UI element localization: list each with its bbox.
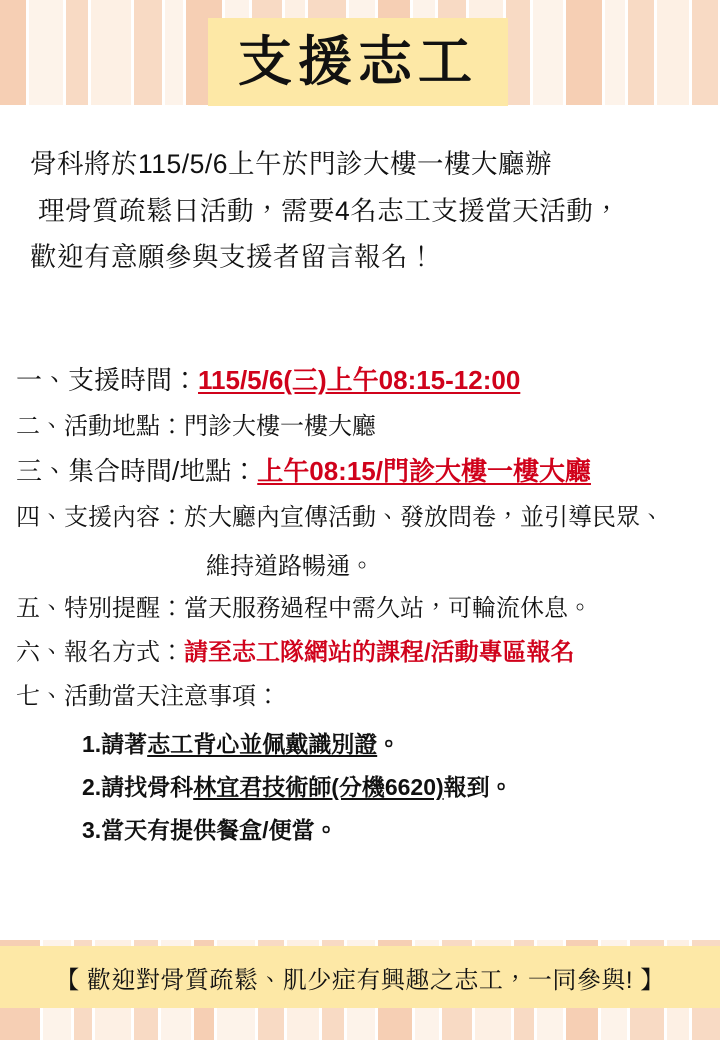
sub-item-1-underlined: 志工背心並佩戴識別證 (147, 730, 378, 757)
list-item-duties-value: 於大廳內宣傳活動、發放問卷，並引導民眾、 (184, 503, 664, 531)
sub-item-1-prefix: 1.請著 (82, 730, 148, 757)
list-item-signup-label: 六、報名方式： (16, 639, 184, 667)
list-item-duties-label: 四、支援內容： (16, 503, 184, 531)
footer-text: 【 歡迎對骨質疏鬆、肌少症有興趣之志工，一同參與! 】 (55, 966, 665, 994)
poster-title-box (208, 18, 508, 106)
list-item-reminder (16, 593, 716, 624)
intro-line-3: 歡迎有意願參與支援者留言報名！ (30, 242, 435, 273)
list-item-notes (16, 681, 716, 712)
intro-paragraph (24, 146, 696, 286)
footer-banner (0, 946, 720, 1008)
list-item-time-label: 一、支援時間： (16, 365, 199, 395)
list-item-reminder-label: 五、特別提醒： (16, 594, 184, 622)
sub-item-2-suffix: 報到。 (443, 773, 513, 800)
list-item-duties (16, 502, 716, 533)
list-item-time (16, 364, 716, 398)
list-item-signup-value: 請至志工隊網站的課程/活動專區報名 (184, 639, 575, 667)
list-item-signup (16, 637, 716, 668)
list-item-reminder-value: 當天服務過程中需久站，可輪流休息。 (184, 594, 592, 622)
list-item-assembly-value: 上午08:15/門診大樓一樓大廳 (257, 455, 591, 486)
list-item-assembly (16, 455, 716, 489)
sub-item-1 (16, 726, 716, 759)
sub-item-3-prefix: 3.當天有提供餐盒/便當。 (82, 816, 338, 843)
detail-list (16, 364, 716, 855)
list-item-time-value: 115/5/6(三)上午08:15-12:00 (198, 365, 521, 395)
list-item-location-value: 門診大樓一樓大廳 (184, 412, 376, 440)
list-item-duties-continuation: 維持道路暢通。 (206, 552, 374, 580)
list-item-notes-label: 七、活動當天注意事項： (16, 683, 280, 711)
sub-item-1-suffix: 。 (377, 730, 401, 757)
sub-item-2 (16, 769, 716, 802)
intro-line-2: 理骨質疏鬆日活動，需要4名志工支援當天活動， (38, 195, 621, 226)
page-title: 支援志工 (238, 32, 478, 92)
list-item-location-label: 二、活動地點： (16, 412, 184, 440)
sub-item-2-underlined: 林宜君技術師(分機6620) (193, 773, 444, 800)
list-item-location (16, 411, 716, 442)
intro-line-1: 骨科將於115/5/6上午於門診大樓一樓大廳辦 (30, 149, 552, 179)
list-item-assembly-label: 三、集合時間/地點： (16, 455, 258, 486)
sub-item-3 (16, 812, 716, 845)
sub-item-2-prefix: 2.請找骨科 (82, 773, 194, 800)
